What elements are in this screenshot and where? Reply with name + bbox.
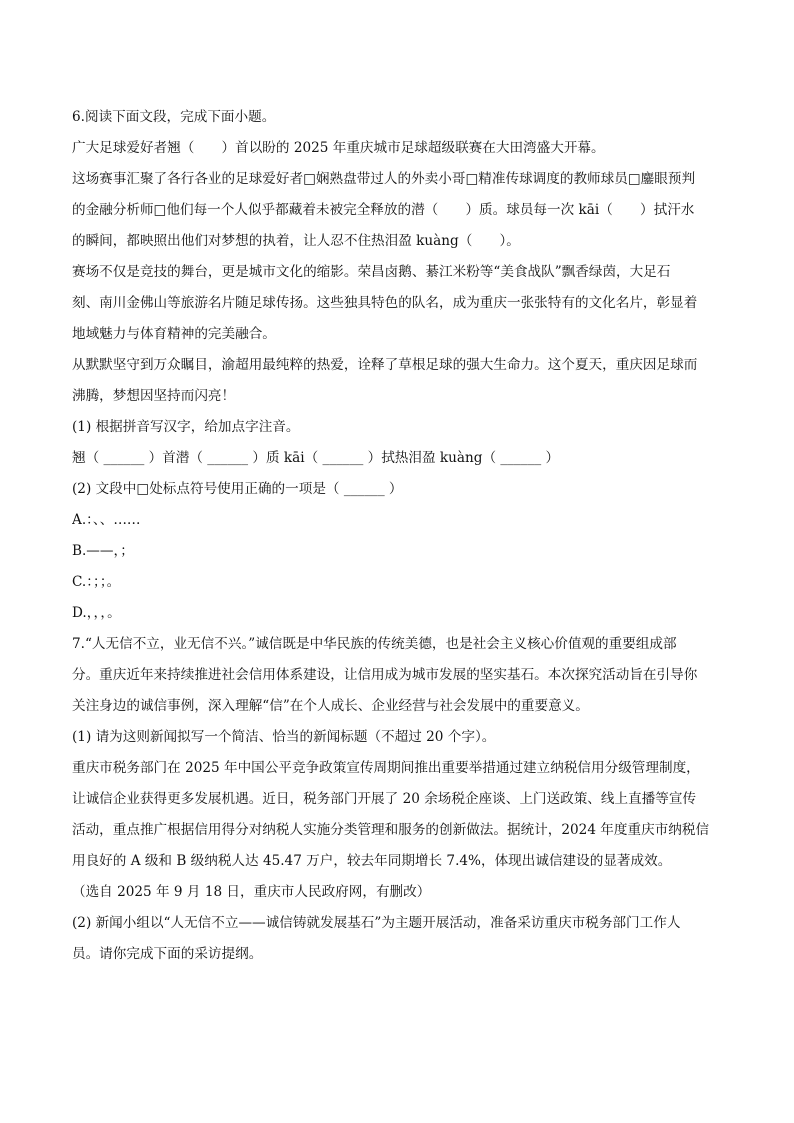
- option-d: D.，，，。: [72, 605, 121, 621]
- passage-line: 的瞬间，都映照出他们对梦想的执着，让人忍不住热泪盈 kuàng（ ）。: [72, 233, 520, 249]
- news-line: 让诚信企业获得更多发展机遇。近日，税务部门开展了 20 余场税企座谈、上门送政策、线上直播等宣传: [72, 791, 697, 807]
- question-7-line: 分。重庆近年来持续推进社会信用体系建设，让信用成为城市发展的坚实基石。本次探究活动旨在引导你: [72, 667, 698, 683]
- fill-blank-line: 翘（ ______ ）首潜（ ______ ）质 kāi（ ______ ）拭热泪盈 kuàng（ ______ ）: [72, 450, 560, 466]
- passage-line: 从默默坚守到万众瞩目，渝超用最纯粹的热爱，诠释了草根足球的强大生命力。这个夏天，重庆因足球而: [72, 357, 698, 373]
- sub-question-2: (2) 文段中□处标点符号使用正确的一项是（ ______ ）: [72, 481, 403, 497]
- passage-line: 的金融分析师□他们每一个人似乎都藏着未被完全释放的潜（ ）质。球员每一次 kāi（ ）拭汗水: [72, 202, 695, 218]
- passage-line: 广大足球爱好者翘（ ）首以盼的 2025 年重庆城市足球超级联赛在大田湾盛大开幕。: [72, 140, 605, 156]
- option-c: C.：；；。: [72, 574, 121, 590]
- news-line: 用良好的 A 级和 B 级纳税人达 45.47 万户，较去年同期增长 7.4%，体现出诚信建设的显著成效。: [72, 853, 672, 869]
- passage-line: 赛场不仅是竞技的舞台，更是城市文化的缩影。荣昌卤鹅、綦江米粉等“美食战队”飘香绿茵，大足石: [72, 264, 671, 280]
- question-6-heading: 6.阅读下面文段，完成下面小题。: [72, 109, 276, 125]
- sub-question-1: (1) 根据拼音写汉字，给加点字注音。: [72, 419, 300, 435]
- question-7-heading: 7.“人无信不立，业无信不兴。”诚信既是中华民族的传统美德，也是社会主义核心价值观的重要组成部: [72, 636, 677, 652]
- news-line: 重庆市税务部门在 2025 年中国公平竞争政策宣传周期间推出重要举措通过建立纳税信用分级管理制度，: [72, 760, 700, 776]
- passage-line: 这场赛事汇聚了各行各业的足球爱好者□娴熟盘带过人的外卖小哥□精准传球调度的教师球员□鏖眼预判: [72, 171, 696, 187]
- news-source: （选自 2025 年 9 月 18 日，重庆市人民政府网，有删改）: [72, 884, 431, 900]
- option-b: B.——，；: [72, 543, 134, 559]
- document-page: [72, 102, 722, 970]
- sub-question-2: (2) 新闻小组以“人无信不立——诚信铸就发展基石”为主题开展活动，准备采访重庆市税务部门工作人: [72, 915, 681, 931]
- passage-line: 刻、南川金佛山等旅游名片随足球传扬。这些独具特色的队名，成为重庆一张张特有的文化名片，彰显着: [72, 295, 698, 311]
- passage-line: 地域魅力与体育精神的完美融合。: [72, 326, 276, 342]
- question-7-line: 关注身边的诚信事例，深入理解“信”在个人成长、企业经营与社会发展中的重要意义。: [72, 698, 589, 714]
- passage-line: 沸腾，梦想因坚持而闪亮！: [72, 388, 236, 404]
- sub-question-1: (1) 请为这则新闻拟写一个简洁、恰当的新闻标题（不超过 20 个字）。: [72, 729, 496, 745]
- option-a: A.：、、……: [72, 512, 141, 528]
- news-line: 活动，重点推广根据信用得分对纳税人实施分类管理和服务的创新做法。据统计，2024 年度重庆市纳税信: [72, 822, 710, 838]
- sub-question-2-line: 员。请你完成下面的采访提纲。: [72, 946, 263, 962]
